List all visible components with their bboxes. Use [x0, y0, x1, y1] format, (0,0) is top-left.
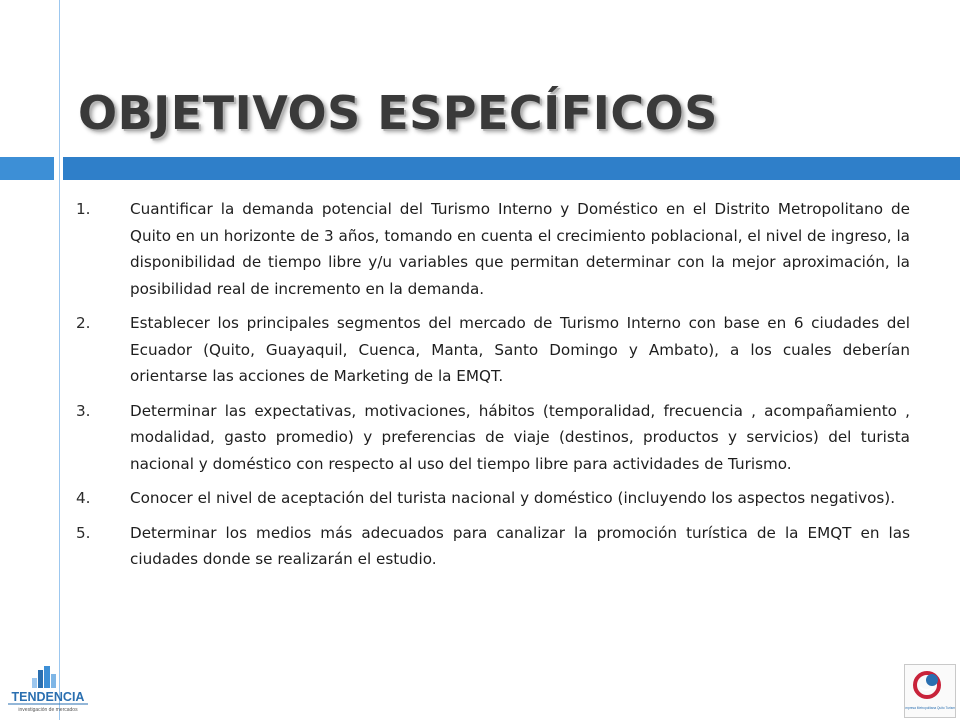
emqt-logo-graphic — [905, 665, 955, 717]
objective-item — [76, 520, 910, 573]
objective-number: 5. — [76, 523, 91, 542]
tendencia-logo-tagline: investigación de mercados — [18, 707, 78, 713]
slide-title: OBJETIVOS ESPECÍFICOS — [78, 86, 718, 140]
objective-item — [76, 196, 910, 302]
accent-bar-right — [63, 157, 960, 180]
objective-text: Establecer los principales segmentos del mercado de Turismo Interno con base en 6 ciudades del Ecuador (Quito, Guayaquil, Cuenca, Manta, Santo Domingo y Ambato), a los cuales deberían orientarse las acciones de Marketing de la EMQT. — [130, 314, 910, 385]
objective-text: Cuantificar la demanda potencial del Turismo Interno y Doméstico en el Distrito Metropolitano de Quito en un horizonte de 3 años, tomando en cuenta el crecimiento poblacional, el nivel de ingreso, la disponibilidad de tiempo libre y/u variables que permitan determinar con la mejor aproximación, la posibilidad real de incremento en la demanda. — [130, 200, 910, 298]
emqt-logo-name: Empresa Metropolitana Quito Turismo — [905, 706, 955, 710]
objective-item — [76, 398, 910, 478]
objective-text: Determinar los medios más adecuados para canalizar la promoción turística de la EMQT en las ciudades donde se realizarán el estudio. — [130, 523, 910, 568]
objective-item — [76, 310, 910, 390]
objective-item — [76, 485, 910, 512]
emqt-logo — [904, 664, 956, 718]
objective-text: Conocer el nivel de aceptación del turista nacional y doméstico (incluyendo los aspectos negativos). — [130, 489, 896, 507]
objectives-list — [76, 196, 910, 581]
tendencia-logo-name: TENDENCIA — [11, 690, 85, 704]
objective-text: Determinar las expectativas, motivaciones, hábitos (temporalidad, frecuencia , acompañamiento , modalidad, gasto promedio) y preferencias de viaje (destinos, productos y servicios) del turista nacional y doméstico con respecto al uso del tiempo libre para actividades de Turismo. — [130, 401, 910, 473]
objective-number: 2. — [76, 314, 91, 332]
accent-bar-left — [0, 157, 54, 180]
tendencia-logo-graphic — [2, 664, 94, 716]
objective-number: 1. — [76, 200, 91, 218]
objective-number: 3. — [76, 401, 91, 420]
decorative-vertical-line — [59, 0, 60, 720]
objective-number: 4. — [76, 489, 91, 507]
tendencia-logo — [2, 664, 94, 716]
